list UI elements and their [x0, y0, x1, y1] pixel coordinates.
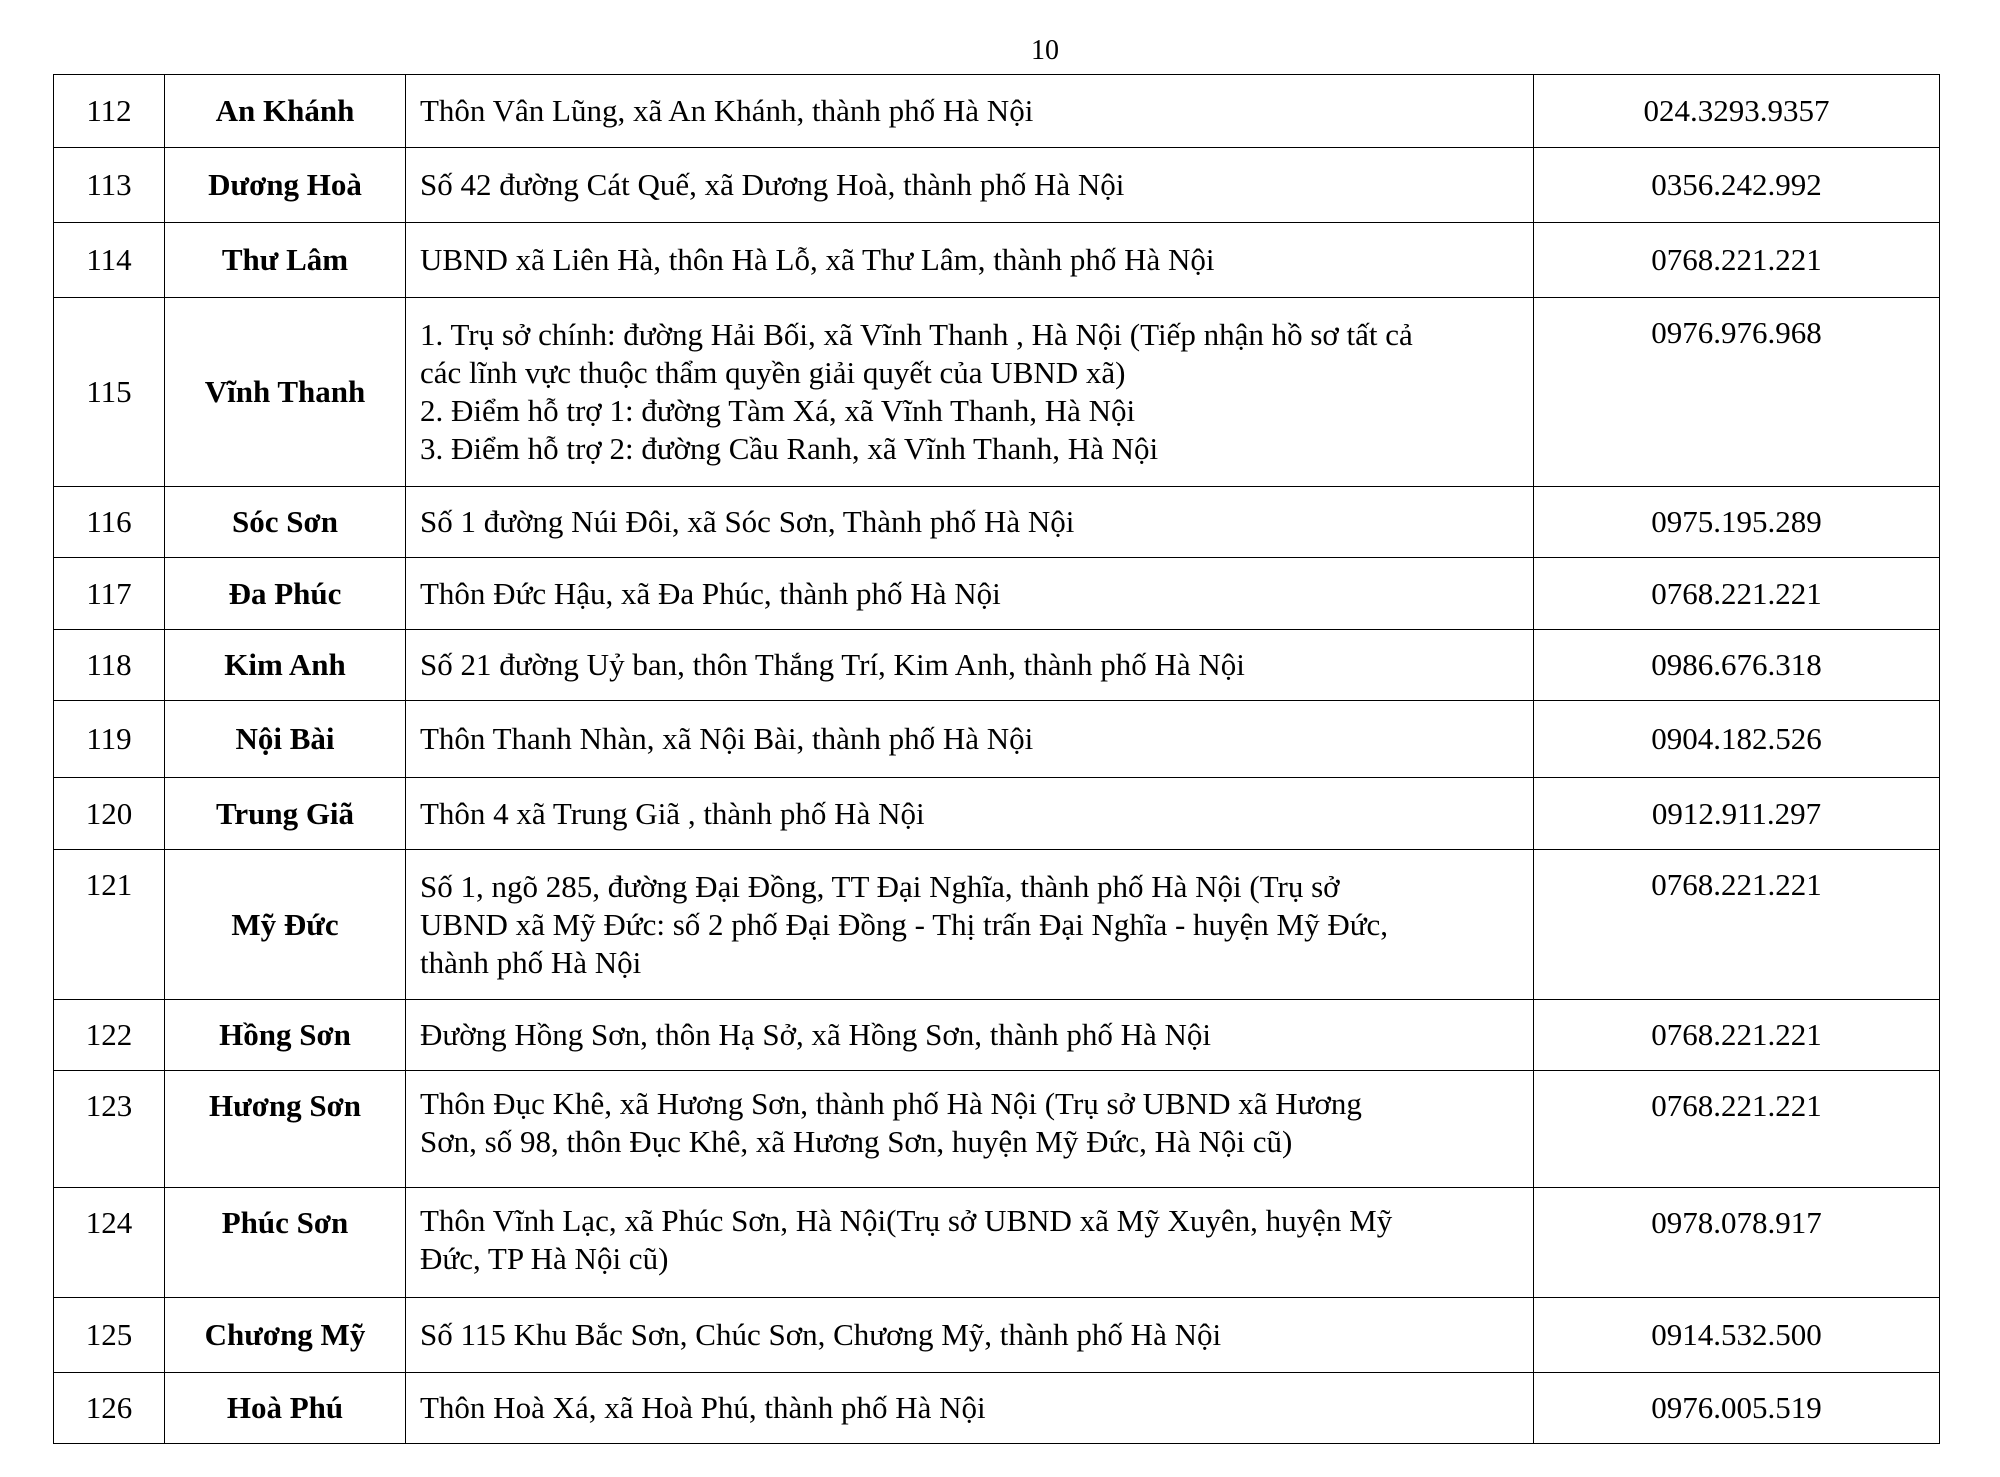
address-line: UBND xã Mỹ Đức: số 2 phố Đại Đồng - Thị trấn Đại Nghĩa - huyện Mỹ Đức, — [420, 906, 1389, 942]
address-line: thành phố Hà Nội — [420, 944, 642, 980]
phone-number: 0356.242.992 — [1534, 148, 1940, 223]
table-row — [54, 1000, 1940, 1071]
row-number: 116 — [54, 487, 165, 558]
address-line: Số 1, ngõ 285, đường Đại Đồng, TT Đại Nghĩa, thành phố Hà Nội (Trụ sở — [420, 868, 1340, 904]
commune-name: An Khánh — [165, 75, 406, 148]
phone-number: 0768.221.221 — [1534, 1071, 1940, 1188]
page-number: 10 — [1031, 35, 1059, 66]
address-line: 3. Điểm hỗ trợ 2: đường Cầu Ranh, xã Vĩnh Thanh, Hà Nội — [420, 431, 1159, 466]
address-line: Thôn Hoà Xá, xã Hoà Phú, thành phố Hà Nội — [420, 1390, 986, 1425]
table-row — [54, 630, 1940, 701]
address-line: Đường Hồng Sơn, thôn Hạ Sở, xã Hồng Sơn, thành phố Hà Nội — [420, 1017, 1212, 1052]
address-line: UBND xã Liên Hà, thôn Hà Lỗ, xã Thư Lâm, thành phố Hà Nội — [420, 242, 1215, 277]
address-cell — [406, 223, 1534, 298]
address-line: Thôn Vĩnh Lạc, xã Phúc Sơn, Hà Nội(Trụ sở UBND xã Mỹ Xuyên, huyện Mỹ — [420, 1203, 1393, 1238]
address-cell — [406, 1373, 1534, 1444]
commune-name: Dương Hoà — [165, 148, 406, 223]
row-number: 125 — [54, 1298, 165, 1373]
table-row — [54, 1373, 1940, 1444]
table-row — [54, 1071, 1940, 1188]
address-line: Thôn Đục Khê, xã Hương Sơn, thành phố Hà Nội (Trụ sở UBND xã Hương — [420, 1086, 1362, 1121]
table-row — [54, 1298, 1940, 1373]
row-number: 123 — [54, 1071, 165, 1188]
commune-name: Trung Giã — [165, 778, 406, 850]
commune-name: Thư Lâm — [165, 223, 406, 298]
address-table — [53, 74, 1940, 1444]
table-row — [54, 298, 1940, 487]
phone-number: 0768.221.221 — [1534, 850, 1940, 1000]
address-cell — [406, 1188, 1534, 1298]
row-number: 114 — [54, 223, 165, 298]
row-number: 113 — [54, 148, 165, 223]
row-number: 122 — [54, 1000, 165, 1071]
address-line: Số 42 đường Cát Quế, xã Dương Hoà, thành phố Hà Nội — [420, 167, 1125, 202]
address-line: Thôn Thanh Nhàn, xã Nội Bài, thành phố Hà Nội — [420, 721, 1034, 756]
phone-number: 024.3293.9357 — [1534, 75, 1940, 148]
address-line: Thôn 4 xã Trung Giã , thành phố Hà Nội — [420, 795, 925, 831]
phone-number: 0768.221.221 — [1534, 558, 1940, 630]
row-number: 121 — [54, 850, 165, 1000]
commune-name: Chương Mỹ — [165, 1298, 406, 1373]
commune-name: Đa Phúc — [165, 558, 406, 630]
table-row — [54, 148, 1940, 223]
table-row — [54, 487, 1940, 558]
table-row — [54, 1188, 1940, 1298]
row-number: 119 — [54, 701, 165, 778]
commune-name: Sóc Sơn — [165, 487, 406, 558]
address-cell — [406, 1000, 1534, 1071]
address-line: Sơn, số 98, thôn Đục Khê, xã Hương Sơn, huyện Mỹ Đức, Hà Nội cũ) — [420, 1124, 1293, 1159]
phone-number: 0768.221.221 — [1534, 223, 1940, 298]
phone-number: 0904.182.526 — [1534, 701, 1940, 778]
row-number: 117 — [54, 558, 165, 630]
address-cell — [406, 298, 1534, 487]
table-row — [54, 75, 1940, 148]
address-cell — [406, 1071, 1534, 1188]
address-cell — [406, 850, 1534, 1000]
address-cell — [406, 75, 1534, 148]
address-line: Đức, TP Hà Nội cũ) — [420, 1241, 669, 1276]
row-number: 124 — [54, 1188, 165, 1298]
phone-number: 0912.911.297 — [1534, 778, 1940, 850]
commune-name: Vĩnh Thanh — [165, 298, 406, 487]
table-row — [54, 223, 1940, 298]
address-line: Thôn Đức Hậu, xã Đa Phúc, thành phố Hà Nội — [420, 575, 1001, 611]
address-line: Số 115 Khu Bắc Sơn, Chúc Sơn, Chương Mỹ, thành phố Hà Nội — [420, 1317, 1222, 1352]
address-cell — [406, 701, 1534, 778]
phone-number: 0978.078.917 — [1534, 1188, 1940, 1298]
address-cell — [406, 148, 1534, 223]
address-line: Số 21 đường Uỷ ban, thôn Thắng Trí, Kim Anh, thành phố Hà Nội — [420, 647, 1245, 682]
commune-name: Hương Sơn — [165, 1071, 406, 1188]
phone-number: 0914.532.500 — [1534, 1298, 1940, 1373]
phone-number: 0975.195.289 — [1534, 487, 1940, 558]
row-number: 112 — [54, 75, 165, 148]
address-line: 1. Trụ sở chính: đường Hải Bối, xã Vĩnh Thanh , Hà Nội (Tiếp nhận hồ sơ tất cả — [420, 317, 1413, 352]
commune-name: Mỹ Đức — [165, 850, 406, 1000]
row-number: 118 — [54, 630, 165, 701]
commune-name: Hoà Phú — [165, 1373, 406, 1444]
phone-number: 0768.221.221 — [1534, 1000, 1940, 1071]
address-cell — [406, 630, 1534, 701]
commune-name: Hồng Sơn — [165, 1000, 406, 1071]
table-row — [54, 850, 1940, 1000]
phone-number: 0976.005.519 — [1534, 1373, 1940, 1444]
row-number: 115 — [54, 298, 165, 487]
address-line: Thôn Vân Lũng, xã An Khánh, thành phố Hà Nội — [420, 93, 1034, 128]
row-number: 126 — [54, 1373, 165, 1444]
commune-name: Kim Anh — [165, 630, 406, 701]
address-cell — [406, 558, 1534, 630]
address-cell — [406, 487, 1534, 558]
address-line: Số 1 đường Núi Đôi, xã Sóc Sơn, Thành phố Hà Nội — [420, 504, 1075, 539]
table-row — [54, 558, 1940, 630]
address-line: 2. Điểm hỗ trợ 1: đường Tàm Xá, xã Vĩnh Thanh, Hà Nội — [420, 393, 1136, 428]
phone-number: 0986.676.318 — [1534, 630, 1940, 701]
address-table-body — [54, 75, 1940, 1444]
address-cell — [406, 778, 1534, 850]
phone-number: 0976.976.968 — [1534, 298, 1940, 487]
address-line: các lĩnh vực thuộc thẩm quyền giải quyết của UBND xã) — [420, 355, 1126, 390]
row-number: 120 — [54, 778, 165, 850]
address-cell — [406, 1298, 1534, 1373]
commune-name: Phúc Sơn — [165, 1188, 406, 1298]
table-row — [54, 778, 1940, 850]
table-row — [54, 701, 1940, 778]
commune-name: Nội Bài — [165, 701, 406, 778]
